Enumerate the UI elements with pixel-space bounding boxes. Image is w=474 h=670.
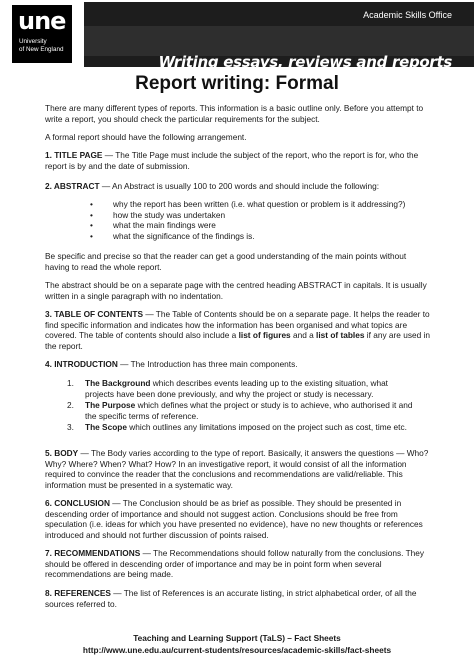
list-item-text: what the main findings were [113, 220, 216, 231]
section-text: — The Conclusion should be as brief as possible. They should be presented in descending order of importance and should not suggest action. Conclusions should be free from speculation (i.e. ideas for which you have presented no evidence), have no new thoughts or references introduced and should not further discussion of points raised. [45, 498, 423, 540]
une-logo [12, 5, 72, 63]
section-heading: 2. ABSTRACT [45, 181, 100, 191]
item-number: 1. [67, 378, 74, 388]
list-item [90, 231, 420, 242]
item-number: 3. [67, 422, 74, 433]
footer-title: Teaching and Learning Support (TaLS) – Fact Sheets [133, 633, 341, 643]
list-item [67, 378, 417, 399]
bullet-glyph: • [90, 209, 93, 220]
section-heading: 8. REFERENCES [45, 588, 111, 598]
section-text: — The Introduction has three main components. [117, 359, 298, 369]
item-number: 2. [67, 400, 74, 411]
item-text: which defines what the project or study is to achieve, who authorised it and the specific terms of reference. [85, 400, 413, 421]
section-text: — The Recommendations should follow naturally from the conclusions. They should be offered in descending order of importance and may be in point form when several recommendations are being made. [45, 548, 425, 580]
logo-sub-line-2: of New England [19, 45, 64, 53]
section-heading: 3. TABLE OF CONTENTS [45, 309, 144, 319]
section-table-of-contents [45, 309, 430, 351]
logo-text: une [18, 7, 66, 35]
abstract-format-paragraph: The abstract should be on a separate page with the centred heading ABSTRACT in capitals. It is usually written in a single paragraph with no indentation. [45, 280, 427, 301]
series-stripe [84, 26, 474, 71]
bullet-glyph: • [90, 230, 93, 241]
section-introduction [45, 359, 430, 370]
section-references [45, 588, 430, 609]
abstract-bullet-list [90, 199, 420, 241]
arrangement-paragraph: A formal report should have the following arrangement. [45, 132, 247, 142]
header-dark-band [84, 2, 474, 71]
section-recommendations [45, 548, 430, 580]
item-term: The Scope [85, 422, 127, 433]
page-title: Report writing: Formal [135, 73, 339, 94]
section-abstract [45, 181, 430, 192]
section-text: and a [290, 330, 317, 341]
logo-subtitle [19, 38, 63, 53]
section-heading: 7. RECOMMENDATIONS [45, 548, 141, 558]
bullet-glyph: • [90, 199, 93, 209]
section-heading: 4. INTRODUCTION [45, 359, 118, 369]
list-item-text: what the significance of the findings is. [113, 230, 255, 241]
section-heading: 6. CONCLUSION [45, 498, 110, 508]
section-text: — An Abstract is usually 100 to 200 words and should include the following: [99, 181, 380, 191]
logo-sub-line-1: University [19, 38, 47, 45]
list-item [90, 220, 420, 231]
abstract-precision-paragraph: Be specific and precise so that the reader can get a good understanding of the main points without having to read the whole report. [45, 251, 407, 272]
section-text: — The Title Page must include the subject of the report, who the report is for, who the report is by and the date of submission. [45, 150, 419, 171]
item-term: The Purpose [85, 400, 136, 411]
section-text: — The Body varies according to the type of report. Basically, it answers the questions — Who? Why? Where? When? What? How? In an investigative report, it would consist of all the information required to convince the reader that the conclusions and recommendations are valid/reliable. This information must be presented in a systematic way. [45, 448, 429, 490]
section-heading: 1. TITLE PAGE [45, 150, 103, 160]
list-item [90, 199, 420, 210]
list-of-tables-term: list of tables [316, 330, 365, 341]
section-title-page [45, 150, 430, 171]
list-item [67, 422, 417, 433]
item-text: which outlines any limitations imposed on the project such as cost, time etc. [126, 422, 407, 433]
series-title: Writing essays, reviews and reports [158, 53, 452, 71]
item-term: The Background [85, 378, 151, 388]
intro-paragraph: There are many different types of reports. This information is a basic outline only. Before you attempt to write a report, you should check the particular requirements for the subject. [45, 103, 424, 124]
list-of-figures-term: list of figures [238, 330, 291, 341]
list-item-text: why the report has been written (i.e. what question or problem is it addressing?) [113, 199, 406, 209]
list-item [90, 210, 420, 221]
section-body [45, 448, 430, 490]
section-text: if any are used in the report. [45, 330, 430, 351]
bullet-glyph: • [90, 220, 93, 231]
introduction-components-list [67, 378, 417, 434]
footer-url[interactable]: http://www.une.edu.au/current-students/resources/academic-skills/fact-sheets [82, 645, 392, 655]
office-name: Academic Skills Office [363, 10, 452, 20]
section-heading: 5. BODY [45, 448, 79, 458]
section-text: — The Table of Contents should be on a separate page. It helps the reader to find specific information and indicates how the information has been organised and what topics are covered. The table of contents should also include a [45, 309, 430, 341]
item-text: which describes events leading up to the existing situation, what projects have been done previously, and why the project or study is necessary. [85, 378, 388, 399]
list-item-text: how the study was undertaken [113, 209, 226, 220]
list-item [67, 400, 417, 421]
section-text: — The list of References is an accurate listing, in strict alphabetical order, of all the sources referred to. [45, 588, 417, 609]
section-conclusion [45, 498, 430, 540]
header-banner [0, 0, 474, 76]
